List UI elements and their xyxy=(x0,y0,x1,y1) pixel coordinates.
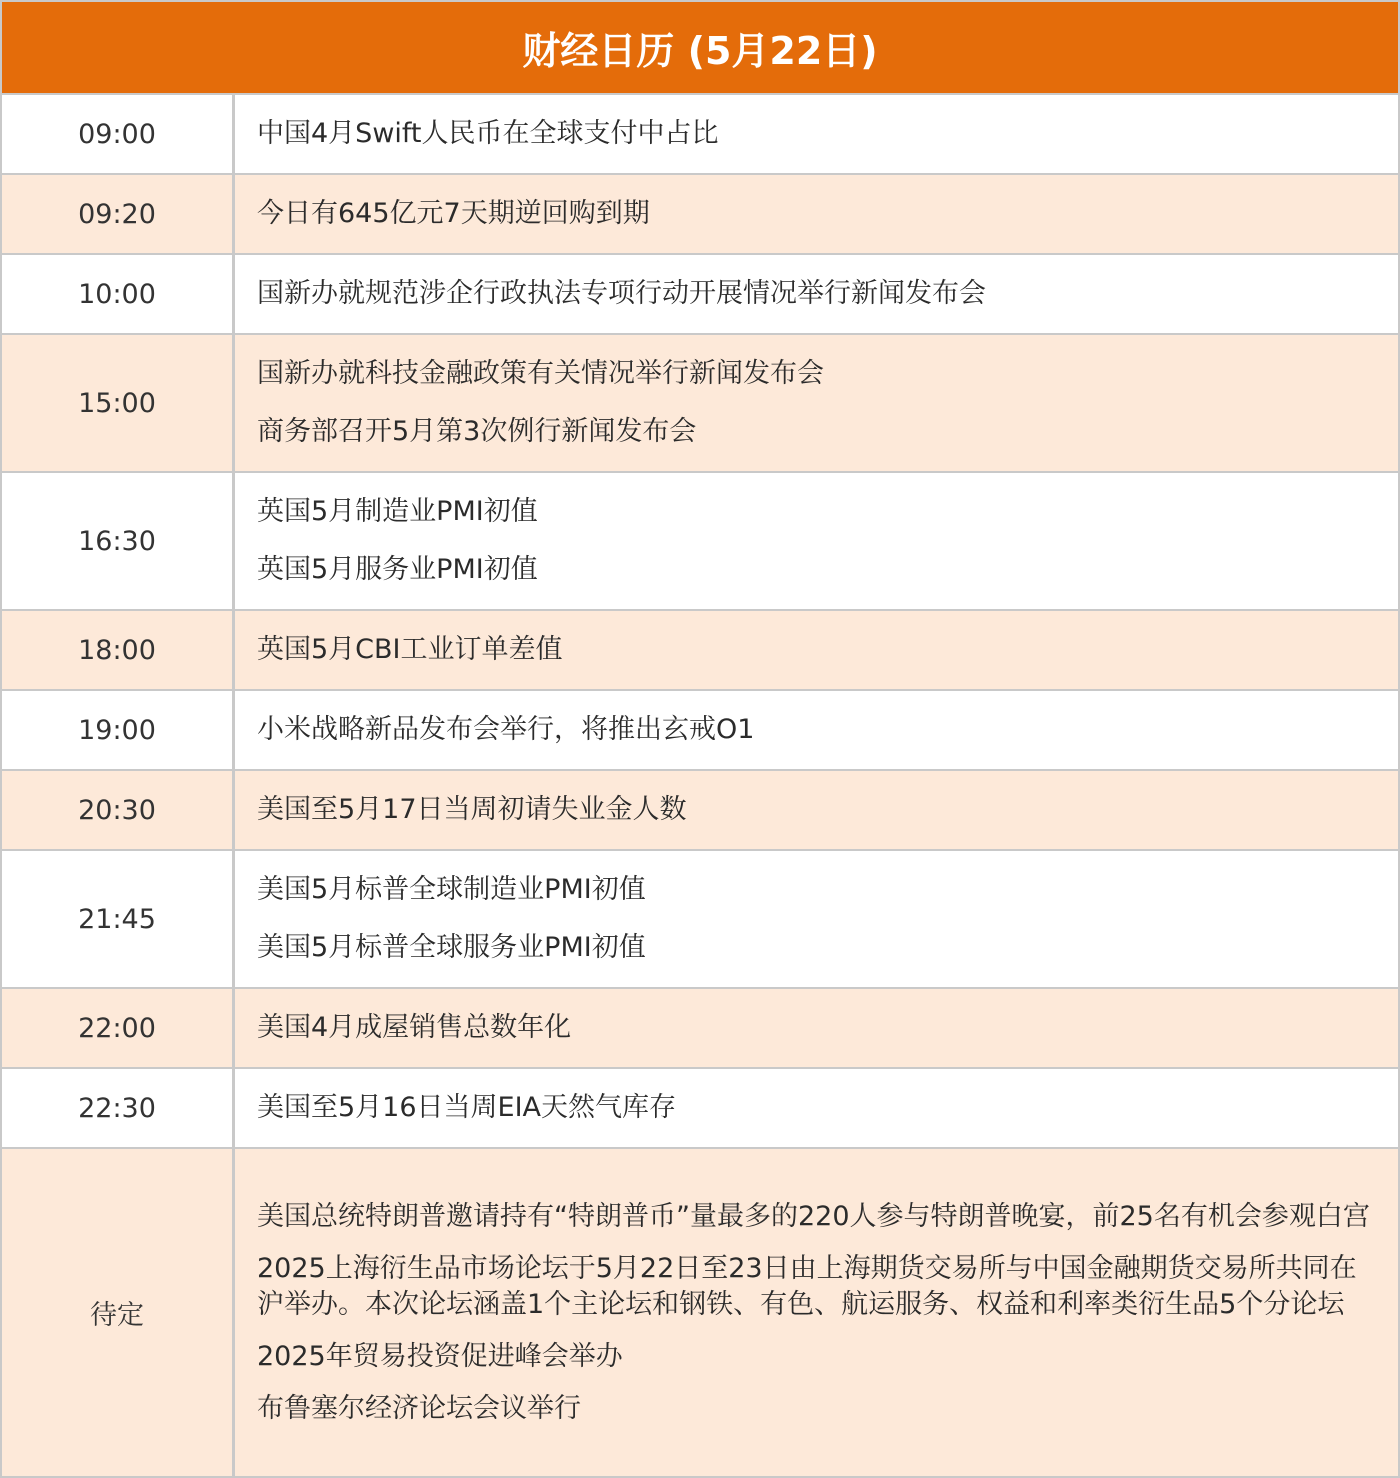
event-description: 国新办就科技金融政策有关情况举行新闻发布会 xyxy=(257,358,824,389)
event-description: 美国5月标普全球制造业PMI初值 xyxy=(257,874,646,905)
calendar-row xyxy=(2,473,1398,611)
event-time: 10:00 xyxy=(2,255,235,333)
calendar-row xyxy=(2,335,1398,473)
event-description: 美国4月成屋销售总数年化 xyxy=(257,1012,572,1043)
calendar-row xyxy=(2,1149,1398,1476)
event-list xyxy=(235,771,1398,849)
event-list xyxy=(235,989,1398,1067)
event-description: 布鲁塞尔经济论坛会议举行 xyxy=(257,1392,581,1424)
event-description: 小米战略新品发布会举行，将推出玄戒O1 xyxy=(257,714,755,745)
calendar-row xyxy=(2,989,1398,1069)
event-time: 18:00 xyxy=(2,611,235,689)
calendar-row xyxy=(2,1069,1398,1149)
event-description: 英国5月制造业PMI初值 xyxy=(257,496,538,527)
calendar-rows xyxy=(2,95,1398,1476)
event-description: 美国总统特朗普邀请持有“特朗普币”量最多的220人参与特朗普晚宴，前25名有机会参观白宫 xyxy=(257,1200,1370,1232)
calendar-row xyxy=(2,255,1398,335)
event-list xyxy=(235,611,1398,689)
event-time: 16:30 xyxy=(2,473,235,609)
event-description: 美国5月标普全球服务业PMI初值 xyxy=(257,932,646,963)
event-time: 09:20 xyxy=(2,175,235,253)
event-list xyxy=(235,851,1398,987)
event-description: 美国至5月17日当周初请失业金人数 xyxy=(257,794,687,825)
calendar-row xyxy=(2,771,1398,851)
event-list xyxy=(235,473,1398,609)
event-list xyxy=(235,255,1398,333)
event-description: 今日有645亿元7天期逆回购到期 xyxy=(257,198,650,229)
calendar-row xyxy=(2,611,1398,691)
event-description: 美国至5月16日当周EIA天然气库存 xyxy=(257,1092,677,1123)
event-list xyxy=(235,691,1398,769)
event-time: 22:30 xyxy=(2,1069,235,1147)
event-description: 2025年贸易投资促进峰会举办 xyxy=(257,1340,623,1372)
event-list xyxy=(235,1149,1398,1476)
event-time: 20:30 xyxy=(2,771,235,849)
event-time: 21:45 xyxy=(2,851,235,987)
calendar-row xyxy=(2,95,1398,175)
event-description: 2025上海衍生品市场论坛于5月22日至23日由上海期货交易所与中国金融期货交易所共同在沪举办。本次论坛涵盖1个主论坛和钢铁、有色、航运服务、权益和利率类衍生品5个分论坛 xyxy=(257,1252,1357,1320)
event-description: 商务部召开5月第3次例行新闻发布会 xyxy=(257,416,697,447)
calendar-row xyxy=(2,691,1398,771)
event-description: 国新办就规范涉企行政执法专项行动开展情况举行新闻发布会 xyxy=(257,278,986,309)
event-list xyxy=(235,335,1398,471)
event-time: 待定 xyxy=(2,1149,235,1476)
event-description: 英国5月服务业PMI初值 xyxy=(257,554,538,585)
event-time: 22:00 xyxy=(2,989,235,1067)
event-list xyxy=(235,95,1398,173)
event-list xyxy=(235,175,1398,253)
calendar-row xyxy=(2,851,1398,989)
event-list xyxy=(235,1069,1398,1147)
event-description: 英国5月CBI工业订单差值 xyxy=(257,634,563,665)
event-time: 09:00 xyxy=(2,95,235,173)
event-time: 19:00 xyxy=(2,691,235,769)
event-description: 中国4月Swift人民币在全球支付中占比 xyxy=(257,118,719,149)
event-time: 15:00 xyxy=(2,335,235,471)
calendar-row xyxy=(2,175,1398,255)
calendar-title: 财经日历 (5月22日) xyxy=(2,2,1398,95)
